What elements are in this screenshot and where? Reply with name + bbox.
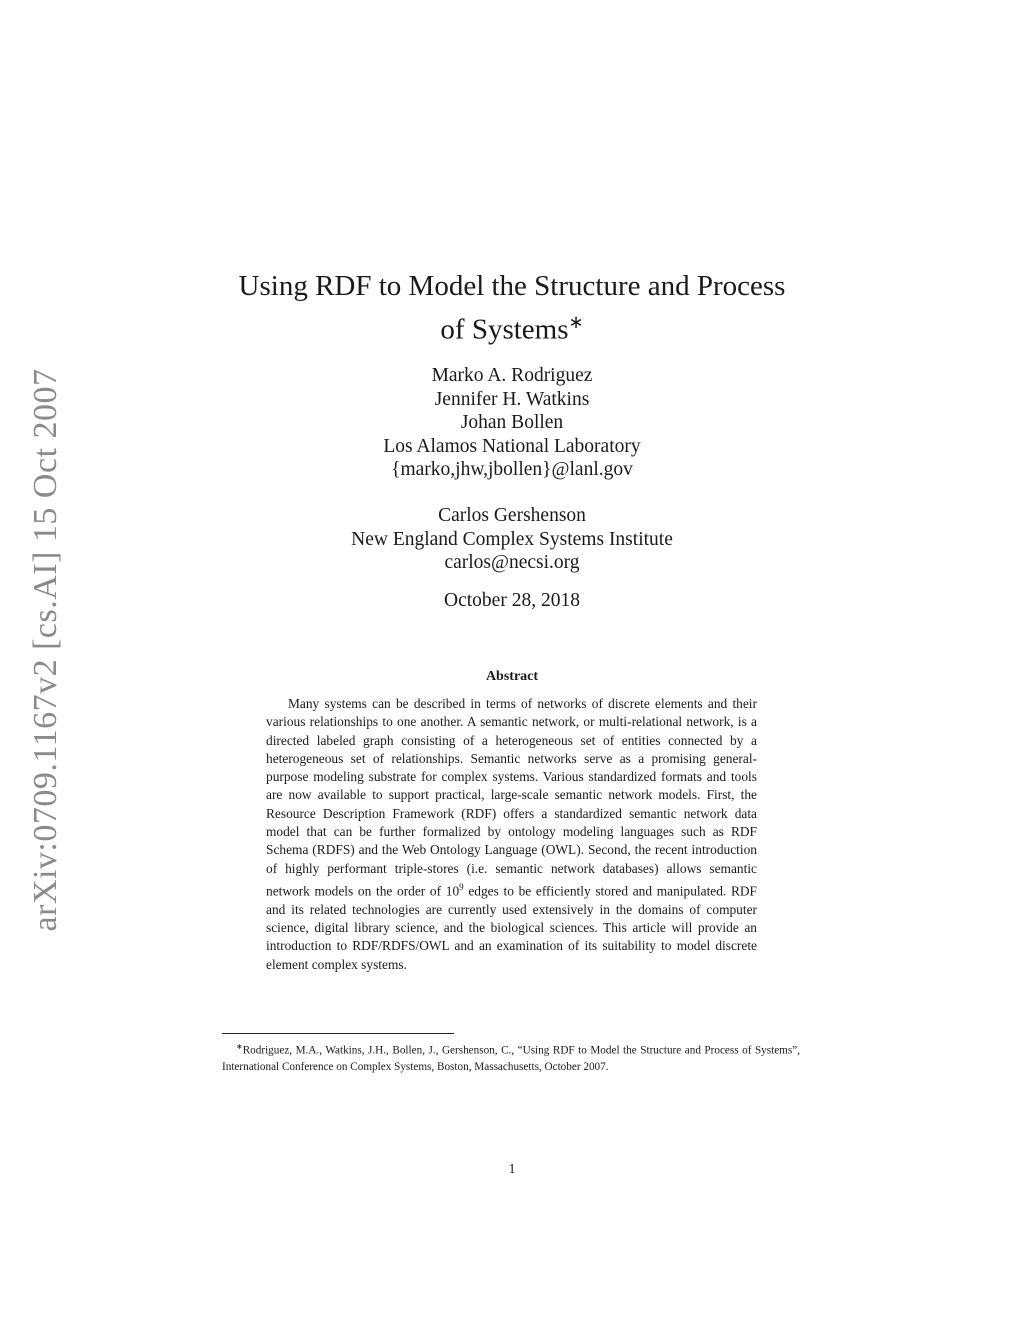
paper-date: October 28, 2018 — [444, 590, 580, 611]
title-line-2 — [222, 304, 802, 348]
abstract-exponent: 9 — [459, 881, 464, 892]
abstract-heading: Abstract — [485, 669, 539, 684]
email-line: {marko,jhw,jbollen}@lanl.gov — [391, 459, 633, 480]
email-line: carlos@necsi.org — [444, 552, 580, 573]
footnote — [222, 1039, 800, 1076]
affiliation-line: Los Alamos National Laboratory — [383, 435, 641, 457]
author-line: Jennifer H. Watkins — [434, 388, 590, 410]
affiliation-line: New England Complex Systems Institute — [351, 528, 673, 550]
author-line: Carlos Gershenson — [438, 505, 586, 526]
author-line: Johan Bollen — [460, 412, 564, 433]
abstract-text-part-2: edges to be efficiently stored and manipulated. RDF and its related technologies are currently used extensively in the domains of computer science, digital library science, and the biological sciences. This article will provide an introduction to RDF/RDFS/OWL and an examination of its suitability to model discrete element complex systems. — [266, 883, 758, 972]
abstract-body — [266, 695, 757, 974]
title-footnote-marker: ∗ — [568, 312, 584, 332]
paper-title — [222, 268, 802, 348]
footnote-divider — [222, 1033, 454, 1034]
abstract-text-part-1: Many systems can be described in terms of networks of discrete elements and their various relationships to one another. A semantic network, or multi-relational network, is a directed labeled graph consisting of a heterogeneous set of entities connected by a heterogeneous set of relationships. Semantic networks serve as a promising general-purpose modeling substrate for complex systems. Various standardized formats and tools are now available to support practical, large-scale semantic network models. First, the Resource Description Framework (RDF) offers a standardized semantic network data model that can be further formalized by ontology modeling languages such as RDF Schema (RDFS) and the Web Ontology Language (OWL). Second, the recent introduction of highly performant triple-stores (i.e. semantic network databases) allows semantic network models on the order of 10 — [266, 696, 757, 899]
author-line: Marko A. Rodriguez — [431, 365, 593, 386]
footnote-text: Rodriguez, M.A., Watkins, J.H., Bollen, J., Gershenson, C., “Using RDF to Model the Structure and Process of Systems”, International Conference on Complex Systems, Boston, Massachusetts, October 2007. — [222, 1044, 800, 1074]
title-line-2-text: of Systems — [440, 313, 569, 346]
author-block-lanl — [222, 364, 802, 482]
footnote-marker: ∗ — [236, 1042, 243, 1051]
author-block-necsi — [222, 504, 802, 575]
title-line-1: Using RDF to Model the Structure and Process — [238, 270, 786, 302]
page-number: 1 — [508, 1162, 516, 1177]
arxiv-identifier: arXiv:0709.1167v2 [cs.AI] 15 Oct 2007 — [27, 368, 64, 932]
